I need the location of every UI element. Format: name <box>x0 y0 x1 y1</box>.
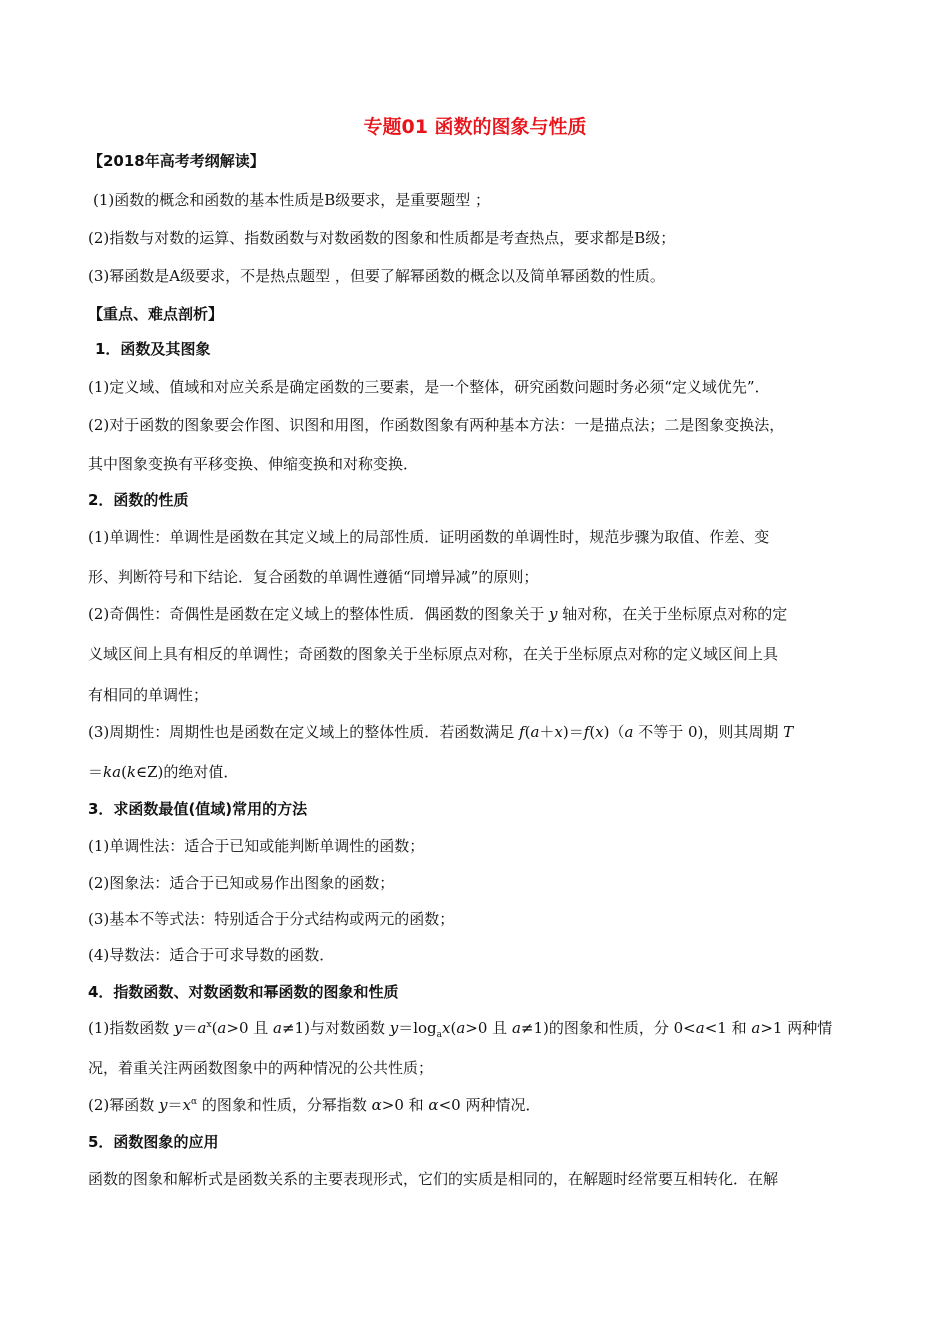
paragraph-line: 况，着重关注两函数图象中的两种情况的公共性质； <box>88 1059 434 1077</box>
section-heading-key-points: 【重点、难点剖析】 <box>88 305 224 323</box>
paragraph-line: 形、判断符号和下结论．复合函数的单调性遵循“同增异减”的原则； <box>88 568 539 586</box>
section-heading-outline: 【2018年高考考纲解读】 <box>88 152 265 170</box>
paragraph-line: 义域区间上具有相反的单调性；奇函数的图象关于坐标原点对称，在关于坐标原点对称的定义域区间上具 <box>88 645 779 663</box>
subsection-heading-5: 5．函数图象的应用 <box>88 1133 219 1151</box>
outline-item-3: (3)幂函数是A级要求，不是热点题型 ，但要了解幂函数的概念以及简单幂函数的性质。 <box>88 267 665 285</box>
paragraph-line: (3)周期性：周期性也是函数在定义域上的整体性质．若函数满足 f(a＋x)＝f(x)（a 不等于 0)，则其周期 T <box>88 723 794 741</box>
paragraph-line: (2)图象法：适合于已知或易作出图象的函数； <box>88 874 395 892</box>
paragraph-line: (2)奇偶性：奇偶性是函数在定义域上的整体性质．偶函数的图象关于 y 轴对称，在关于坐标原点对称的定 <box>88 605 788 623</box>
paragraph-line: 函数的图象和解析式是函数关系的主要表现形式，它们的实质是相同的，在解题时经常要互相转化．在解 <box>88 1170 779 1188</box>
page-title: 专题01 函数的图象与性质 <box>363 116 587 138</box>
paragraph-line: (1)单调性法：适合于已知或能判断单调性的函数； <box>88 837 425 855</box>
paragraph-line: (1)定义域、值域和对应关系是确定函数的三要素，是一个整体，研究函数问题时务必须“定义域优先”． <box>88 378 770 396</box>
paragraph-line: (4)导数法：适合于可求导数的函数． <box>88 946 335 964</box>
subsection-heading-1: 1．函数及其图象 <box>95 340 211 358</box>
paragraph-line: 有相同的单调性； <box>88 686 209 704</box>
subsection-heading-4: 4．指数函数、对数函数和幂函数的图象和性质 <box>88 983 399 1001</box>
paragraph-line: (3)基本不等式法：特别适合于分式结构或两元的函数； <box>88 910 455 928</box>
outline-item-2: (2)指数与对数的运算、指数函数与对数函数的图象和性质都是考查热点，要求都是B级； <box>88 229 676 247</box>
subsection-heading-2: 2．函数的性质 <box>88 491 189 509</box>
paragraph-line: (2)对于函数的图象要会作图、识图和用图，作函数图象有两种基本方法：一是描点法；二是图象变换法， <box>88 416 785 434</box>
paragraph-line: (1)指数函数 $y=a^x(a>0$ 且 a≠1)与对数函数 $y=\log_ax(a>0$ 且 a≠1)的图象和性质，分 0<a<1 和 a>1 两种情 <box>88 1019 833 1040</box>
paragraph-line: ＝ka(k∈Z)的绝对值． <box>88 763 239 781</box>
paragraph-line: (1)单调性：单调性是函数在其定义域上的局部性质．证明函数的单调性时，规范步骤为取值、作差、变 <box>88 528 770 546</box>
outline-item-1: (1)函数的概念和函数的基本性质是B级要求，是重要题型 ； <box>93 191 491 209</box>
paragraph-line: (2)幂函数 $y=x^\alpha$ 的图象和性质，分幂指数 α>0 和 α<0 两种情况． <box>88 1096 541 1114</box>
subsection-heading-3: 3．求函数最值(值域)常用的方法 <box>88 800 308 818</box>
paragraph-line: 其中图象变换有平移变换、伸缩变换和对称变换． <box>88 455 419 473</box>
